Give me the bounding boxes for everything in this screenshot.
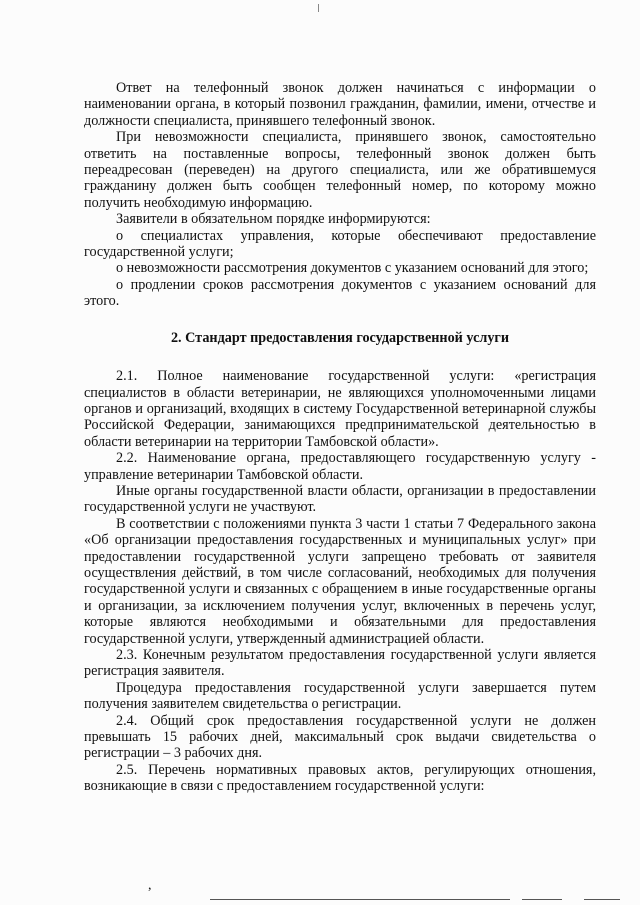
- list-item: о специалистах управления, которые обеспечивают предоставление государственной услуги;: [84, 227, 596, 261]
- paragraph: Заявители в обязательном порядке информируются:: [116, 211, 431, 228]
- paragraph: 2.2. Наименование органа, предоставляющего государственную услугу - управление ветеринарии Тамбовской области.: [84, 450, 596, 483]
- paragraph: 2.5. Перечень нормативных правовых актов, регулирующих отношения, возникающие в связи с предоставлением государственной услуги:: [84, 761, 596, 795]
- list-item: о продлении сроков рассмотрения документов с указанием оснований для этого.: [84, 276, 596, 310]
- stray-mark: ,: [148, 878, 152, 893]
- paragraph: В соответствии с положениями пункта 3 части 1 статьи 7 Федерального закона «Об организации предоставления государственных и муниципальных услуг» при предоставлении государственной услуги запрещено требовать от заявителя осуществления действий, в том числе согласований, необходимых для получения государственной услуги и связанных с обращением в иные государственные органы и организации, за исключением получения услуг, включенных в перечень услуг, которые являются необходимыми и обязательными для предоставления государственной услуги, утвержденный администрацией области.: [84, 515, 596, 647]
- paragraph: Ответ на телефонный звонок должен начинаться с информации о наименовании органа, в который позвонил гражданин, фамилии, имени, отчестве и должности специалиста, принявшего телефонный звонок.: [84, 80, 596, 129]
- paragraph: 2.4. Общий срок предоставления государственной услуги не должен превышать 15 рабочих дней, максимальный срок выдачи свидетельства о регистрации – 3 рабочих дня.: [84, 712, 596, 762]
- document-body: [84, 80, 596, 795]
- paragraph: При невозможности специалиста, принявшего звонок, самостоятельно ответить на поставленные вопросы, телефонный звонок должен быть переадресован (переведен) на другого специалиста, или же обратившемуся гражданину должен быть сообщен телефонный номер, по которому можно получить необходимую информацию.: [84, 129, 596, 211]
- paragraph: Процедура предоставления государственной услуги завершается путем получения заявителем свидетельства о регистрации.: [84, 679, 596, 713]
- paragraph: Иные органы государственной власти области, организации в предоставлении государственной услуги не участвуют.: [84, 482, 596, 516]
- section-heading: 2. Стандарт предоставления государственной услуги: [170, 329, 510, 346]
- scan-edge-line: [584, 899, 620, 900]
- scan-edge-line: [210, 899, 510, 900]
- paragraph: 2.3. Конечным результатом предоставления государственной услуги является регистрация заявителя.: [84, 647, 596, 680]
- paragraph: 2.1. Полное наименование государственной услуги: «регистрация специалистов в области ветеринарии, не являющихся уполномоченными лицами органов и организаций, входящих в систему Государственной ветеринарной службы Российской Федерации, занимающихся предпринимательской деятельностью в области ветеринарии на территории Тамбовской области».: [84, 368, 596, 450]
- list-item: о невозможности рассмотрения документов с указанием оснований для этого;: [116, 260, 589, 277]
- scan-mark: [318, 4, 319, 12]
- scan-edge-line: [522, 899, 562, 900]
